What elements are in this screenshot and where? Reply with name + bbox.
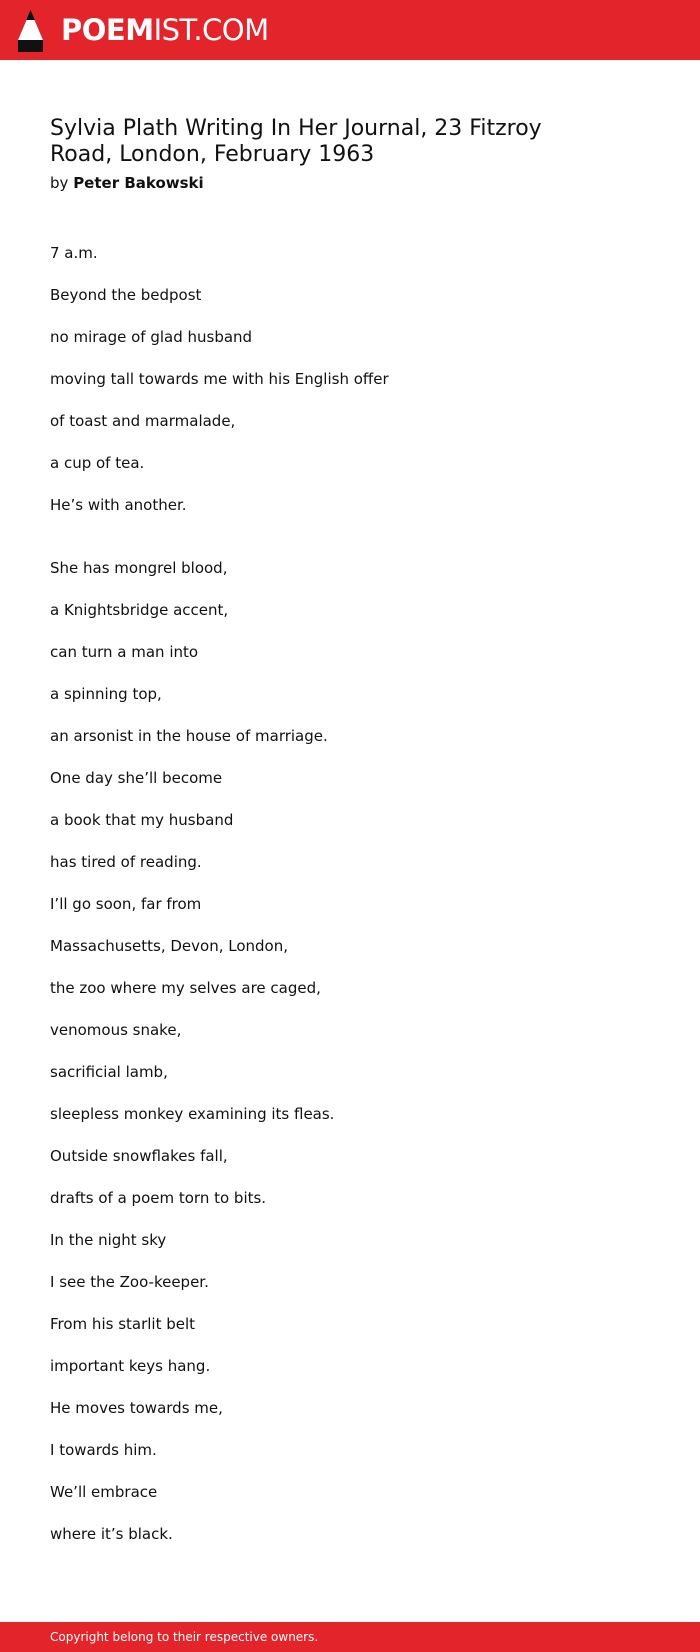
site-header (0, 0, 700, 60)
poem-line: Beyond the bedpost (50, 286, 202, 304)
poem-line: We’ll embrace (50, 1483, 158, 1501)
byline-label: by (50, 174, 69, 192)
poem-line: He’s with another. (50, 496, 187, 514)
poem-line: the zoo where my selves are caged, (50, 979, 321, 997)
poem-line: important keys hang. (50, 1357, 211, 1375)
author-name: Peter Bakowski (73, 174, 204, 192)
poem-line: 7 a.m. (50, 244, 98, 262)
poem-line: drafts of a poem torn to bits. (50, 1189, 267, 1207)
poem-line: I towards him. (50, 1441, 157, 1459)
poem-line: One day she’ll become (50, 769, 223, 787)
poem-line: of toast and marmalade, (50, 412, 236, 430)
poem-line: moving tall towards me with his English offer (50, 370, 389, 388)
poem-line: He moves towards me, (50, 1399, 223, 1417)
poem-line: a book that my husband (50, 811, 234, 829)
site-footer (0, 1622, 700, 1652)
poem-line: I see the Zoo-keeper. (50, 1273, 209, 1291)
poem-title: Sylvia Plath Writing In Her Journal, 23 Fitzroy Road, London, February 1963 (50, 116, 542, 167)
poem-line: sleepless monkey examining its fleas. (50, 1105, 335, 1123)
poem-line: sacrificial lamb, (50, 1063, 168, 1081)
site-logo[interactable] (61, 12, 269, 48)
poem-line: In the night sky (50, 1231, 167, 1249)
logo-text-bold: POEM (61, 13, 154, 47)
poem-line: a cup of tea. (50, 454, 145, 472)
poem-line: Massachusetts, Devon, London, (50, 937, 289, 955)
poem-line: I’ll go soon, far from (50, 895, 202, 913)
byline (50, 173, 204, 193)
stanza (50, 557, 650, 1565)
poem-line: venomous snake, (50, 1021, 182, 1039)
pencil-icon[interactable] (18, 10, 43, 52)
stanza (50, 242, 650, 536)
logo-text-light: IST.COM (153, 13, 269, 47)
stanza-break (50, 536, 650, 557)
poem-line: a Knightsbridge accent, (50, 601, 229, 619)
poem-line: Outside snowflakes fall, (50, 1147, 228, 1165)
poem-line: no mirage of glad husband (50, 328, 253, 346)
poem-line: a spinning top, (50, 685, 162, 703)
poem-body (50, 242, 650, 1565)
poem-line: has tired of reading. (50, 853, 202, 871)
poem-line: where it’s black. (50, 1525, 173, 1543)
poem-line: From his starlit belt (50, 1315, 196, 1333)
copyright-notice: Copyright belong to their respective owners. (50, 1630, 319, 1644)
poem-line: an arsonist in the house of marriage. (50, 727, 328, 745)
poem-line: She has mongrel blood, (50, 559, 228, 577)
poem-line: can turn a man into (50, 643, 199, 661)
